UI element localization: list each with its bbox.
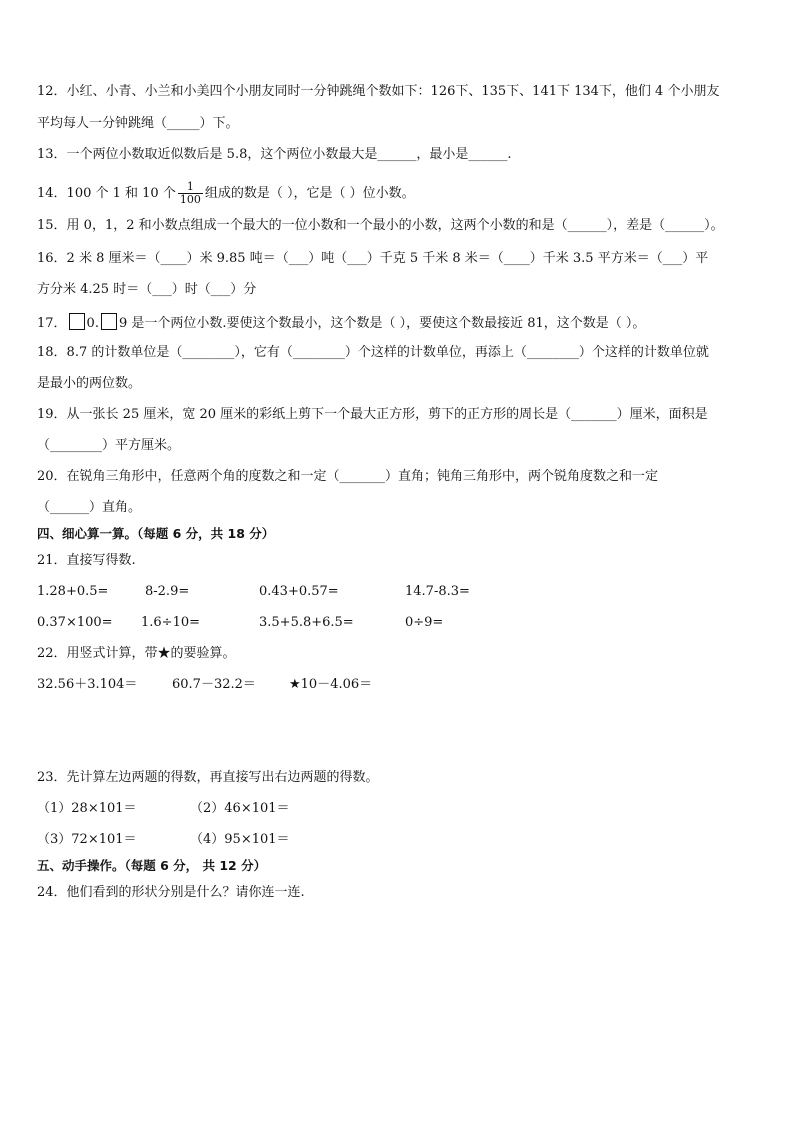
question-17-mid: 0. bbox=[86, 316, 99, 331]
question-14-before: 14．100 个 1 和 10 个 bbox=[37, 186, 176, 201]
q22-item: ★10－4.06＝ bbox=[289, 677, 373, 692]
q21-item: 0÷9= bbox=[405, 615, 444, 630]
question-12-line1: 12．小红、小青、小兰和小美四个小朋友同时一分钟跳绳个数如下：126下、135下、141下 134下，他们 4 个小朋友 bbox=[37, 84, 720, 99]
fraction bbox=[178, 181, 203, 206]
q21-item: 0.37×100= bbox=[37, 615, 113, 630]
q21-item: 3.5+5.8+6.5= bbox=[259, 615, 354, 630]
question-19-line2: （________）平方厘米。 bbox=[37, 438, 181, 453]
question-20-line1: 20．在锐角三角形中，任意两个角的度数之和一定（_______）直角；钝角三角形中，两个锐角度数之和一定 bbox=[37, 469, 659, 484]
q22-item: 60.7－32.2＝ bbox=[172, 677, 256, 692]
question-13: 13．一个两位小数取近似数后是 5.8，这个两位小数最大是______，最小是______. bbox=[37, 147, 512, 162]
question-18-line1: 18．8.7 的计数单位是（________），它有（________）个这样的计数单位，再添上（________）个这样的计数单位就 bbox=[37, 345, 709, 360]
q21-item: 1.28+0.5= bbox=[37, 584, 109, 599]
q21-item: 14.7-8.3= bbox=[405, 584, 470, 599]
fraction-denominator: 100 bbox=[179, 193, 201, 206]
question-17-after: 9 是一个两位小数.要使这个数最小，这个数是（ ），要使这个数最接近 81，这个数是（ ）。 bbox=[118, 316, 646, 331]
question-16-line2: 方分米 4.25 时＝（___）时（___）分 bbox=[37, 282, 257, 297]
q23-item: （2）46×101＝ bbox=[190, 801, 290, 816]
q23-item: （3）72×101＝ bbox=[37, 832, 137, 847]
question-23-title: 23．先计算左边两题的得数，再直接写出右边两题的得数。 bbox=[37, 770, 379, 785]
question-20-line2: （______）直角。 bbox=[37, 500, 142, 515]
digit-box-1 bbox=[69, 313, 85, 330]
question-22-title: 22．用竖式计算，带★的要验算。 bbox=[37, 646, 236, 661]
question-19-line1: 19．从一张长 25 厘米，宽 20 厘米的彩纸上剪下一个最大正方形，剪下的正方形的周长是（_______）厘米，面积是 bbox=[37, 407, 708, 422]
section-4-heading: 四、细心算一算。（每题 6 分，共 18 分） bbox=[37, 526, 275, 541]
question-18-line2: 是最小的两位数。 bbox=[37, 376, 142, 391]
q21-item: 1.6÷10= bbox=[141, 615, 201, 630]
q22-item: 32.56＋3.104＝ bbox=[37, 677, 138, 692]
digit-box-2 bbox=[101, 313, 117, 330]
question-21-title: 21．直接写得数. bbox=[37, 553, 136, 568]
question-17 bbox=[37, 313, 645, 332]
q23-item: （1）28×101＝ bbox=[37, 801, 137, 816]
question-24: 24．他们看到的形状分别是什么？请你连一连. bbox=[37, 885, 305, 900]
question-15: 15．用 0，1，2 和小数点组成一个最大的一位小数和一个最小的小数，这两个小数的和是（______），差是（______）。 bbox=[37, 218, 724, 233]
question-16-line1: 16．2 米 8 厘米＝（____）米 9.85 吨＝（___）吨（___）千克 5 千米 8 米＝（____）千米 3.5 平方米＝（___）平 bbox=[37, 251, 709, 266]
fraction-numerator: 1 bbox=[178, 181, 203, 194]
question-14-after: 组成的数是（ ），它是（ ）位小数。 bbox=[204, 186, 415, 201]
question-12-line2: 平均每人一分钟跳绳（_____）下。 bbox=[37, 116, 239, 131]
q21-item: 0.43+0.57= bbox=[259, 584, 339, 599]
question-17-prefix: 17． bbox=[37, 316, 67, 331]
section-5-heading: 五、动手操作。（每题 6 分， 共 12 分） bbox=[37, 858, 267, 873]
q21-item: 8-2.9= bbox=[145, 584, 190, 599]
question-14 bbox=[37, 181, 415, 206]
q23-item: （4）95×101＝ bbox=[190, 832, 290, 847]
